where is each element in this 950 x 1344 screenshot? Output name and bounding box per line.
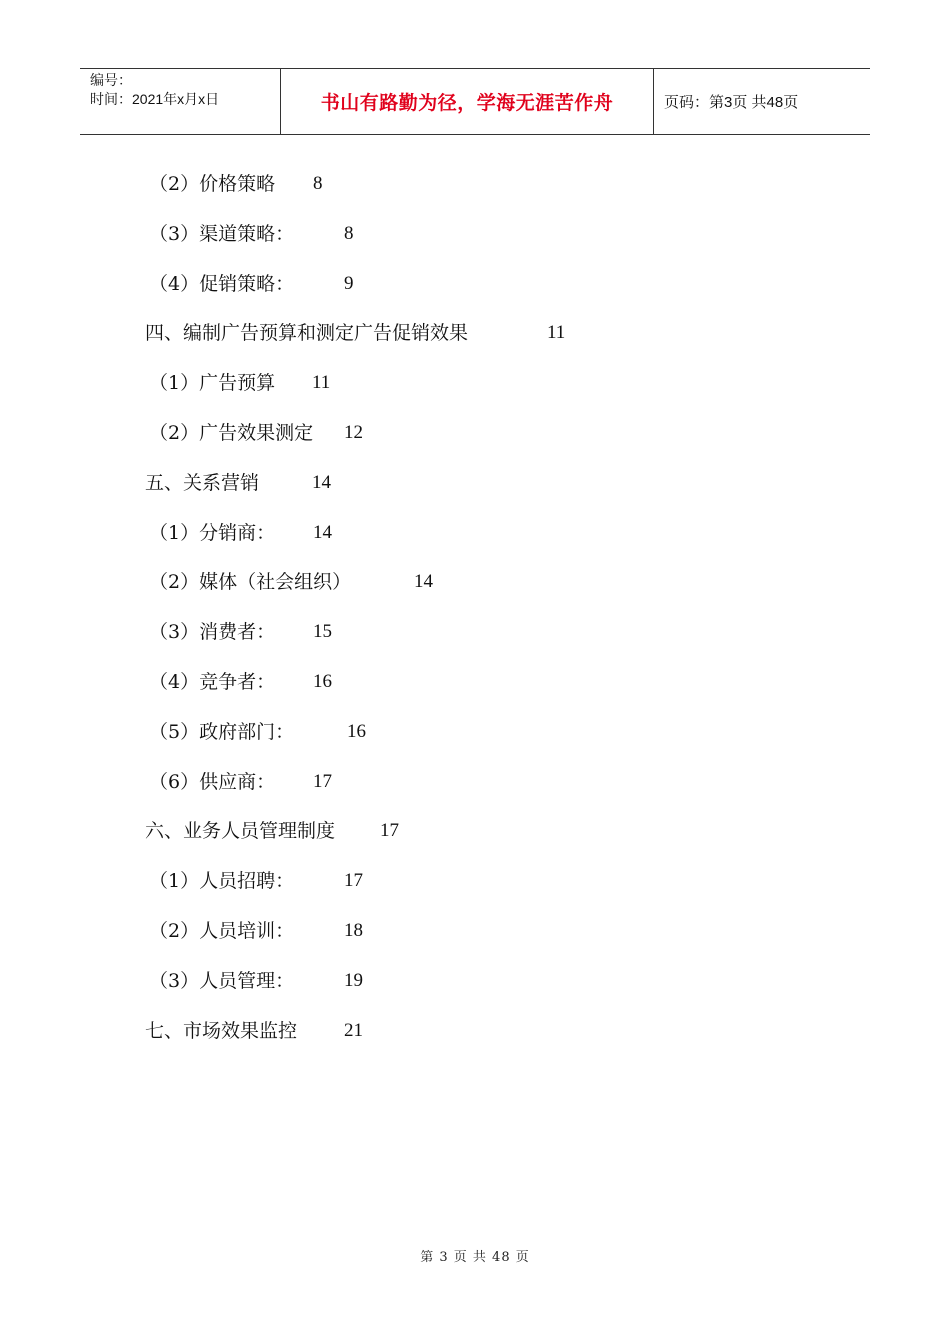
toc-entry-label: （2）媒体（社会组织） <box>149 571 352 594</box>
toc-entry <box>145 364 845 414</box>
toc-entry-page-number: 17 <box>344 870 363 892</box>
toc-entry-label: （5）政府部门： <box>149 720 295 743</box>
toc-entry-label: （1）人员招聘： <box>149 870 295 893</box>
toc-entry <box>145 464 845 514</box>
toc-entry <box>145 563 845 613</box>
toc-entry-page-number: 16 <box>347 720 366 742</box>
document-number-label: 编号： <box>90 72 132 88</box>
toc-entry-page-number: 21 <box>344 1019 363 1041</box>
toc-entry-label: （3）人员管理： <box>149 969 295 992</box>
toc-entry-page-number: 14 <box>312 471 331 493</box>
toc-entry-page-number: 11 <box>312 372 331 394</box>
header-page-info: 页码：第3页 共48页 <box>664 94 799 111</box>
toc-entry <box>145 862 845 912</box>
toc-entry <box>145 912 845 962</box>
toc-entry-label: （4）促销策略： <box>149 272 295 295</box>
page-header <box>80 68 870 135</box>
toc-entry-label: （3）消费者： <box>149 621 276 644</box>
toc-entry-label: （1）广告预算 <box>149 372 276 395</box>
toc-entry-label: （2）人员培训： <box>149 919 295 942</box>
toc-entry-label: （1）分销商： <box>149 521 276 544</box>
toc-entry <box>145 414 845 464</box>
document-time-label: 时间：2021年x月x日 <box>90 91 220 107</box>
toc-entry-page-number: 12 <box>344 421 363 443</box>
toc-entry <box>145 215 845 265</box>
toc-entry-label: 五、关系营销 <box>145 471 260 494</box>
toc-entry-page-number: 8 <box>313 173 323 194</box>
toc-entry <box>145 713 845 763</box>
toc-entry-page-number: 9 <box>344 272 354 294</box>
toc-entry-page-number: 19 <box>344 969 363 991</box>
toc-entry-page-number: 8 <box>344 222 354 244</box>
toc-entry-page-number: 14 <box>313 521 332 543</box>
toc-entry-page-number: 17 <box>380 820 399 842</box>
toc-entry-label: 四、编制广告预算和测定广告促销效果 <box>145 322 469 345</box>
toc-entry-label: 六、业务人员管理制度 <box>145 820 336 843</box>
toc-entry <box>145 165 845 215</box>
toc-entry <box>145 763 845 813</box>
toc-entry <box>145 812 845 862</box>
toc-entry <box>145 514 845 564</box>
toc-entry-label: 七、市场效果监控 <box>145 1019 298 1042</box>
header-meta <box>80 69 281 134</box>
toc-entry-page-number: 11 <box>547 322 566 344</box>
toc-entry-label: （2）广告效果测定 <box>149 421 314 444</box>
toc-entry <box>145 314 845 364</box>
page-footer: 第 3 页 共 48 页 <box>420 1250 530 1265</box>
toc-entry-page-number: 14 <box>414 571 433 593</box>
toc-entry-page-number: 15 <box>313 621 332 643</box>
toc-entry-label: （3）渠道策略： <box>149 222 295 245</box>
toc-entry-label: （6）供应商： <box>149 770 276 793</box>
toc-entry-page-number: 16 <box>313 670 332 692</box>
toc-entry <box>145 663 845 713</box>
toc-entry <box>145 1012 845 1062</box>
header-motto: 书山有路勤为径，学海无涯苦作舟 <box>281 69 654 134</box>
toc-entry <box>145 613 845 663</box>
toc-entry-page-number: 18 <box>344 919 363 941</box>
toc-entry <box>145 962 845 1012</box>
toc-entry <box>145 265 845 315</box>
table-of-contents <box>145 165 845 1061</box>
toc-entry-page-number: 17 <box>313 770 332 792</box>
toc-entry-label: （2）价格策略 <box>149 173 276 195</box>
toc-entry-label: （4）竞争者： <box>149 670 276 693</box>
